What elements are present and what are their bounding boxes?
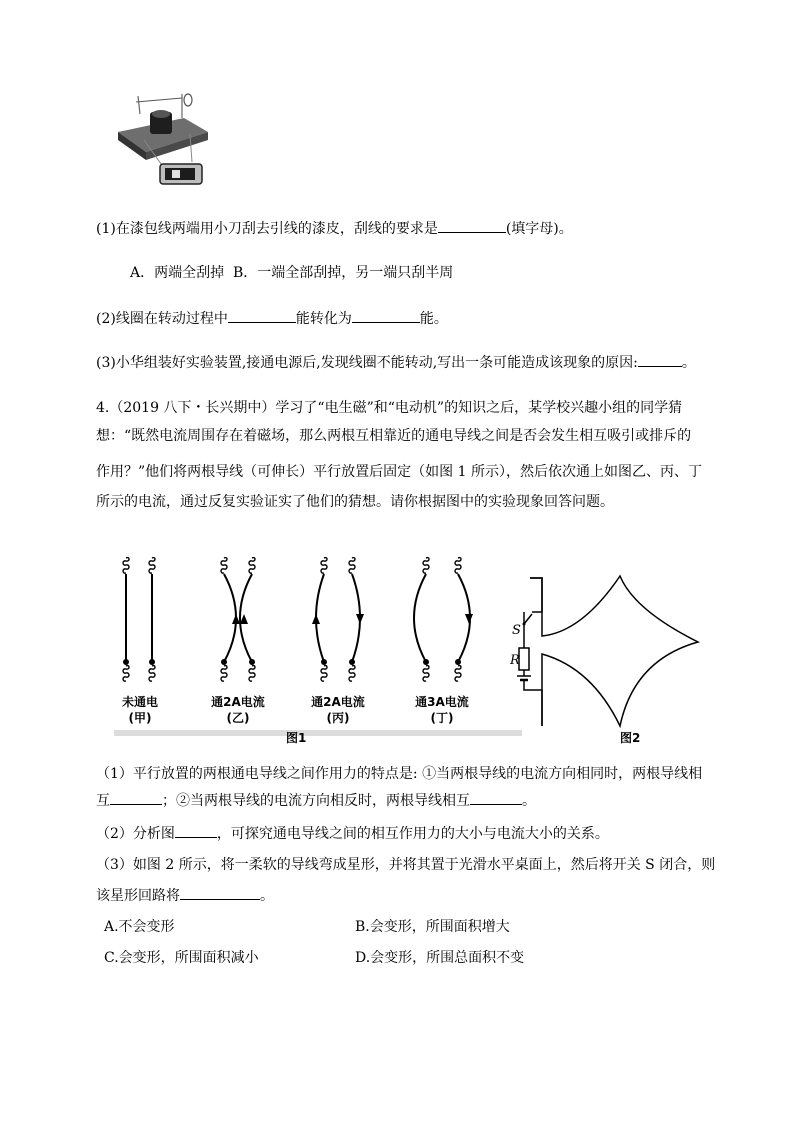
q4-sub3-text-b: 。 xyxy=(260,888,274,904)
q4-stem-line2: 想：“既然电流周围存在着磁场，那么两根互相靠近的通电导线之间是否会发生相互吸引或排斥的 xyxy=(96,428,692,444)
q4-option-d: D.会变形，所围总面积不变 xyxy=(355,950,525,966)
label-yi: 通2A电流 xyxy=(211,695,265,709)
answer-blank[interactable] xyxy=(180,885,260,900)
sublabel-bing: (丙) xyxy=(326,711,350,725)
q3-sub1-option-a: A．两端全刮掉 xyxy=(130,265,225,281)
q4-stem-line1: 4.（2019 八下・长兴期中）学习了“电生磁”和“电动机”的知识之后，某学校兴趣小组的同学猜 xyxy=(96,400,683,416)
label-bing: 通2A电流 xyxy=(311,695,365,709)
q3-sub2-tail: 能。 xyxy=(419,311,448,327)
q4-sub1-line2 xyxy=(96,790,536,811)
answer-blank[interactable] xyxy=(438,218,506,233)
q4-sub2-text-a: （2）分析图 xyxy=(96,826,175,842)
q3-sub3-tail: 。 xyxy=(681,355,696,371)
motor-apparatus-figure xyxy=(112,92,216,194)
wire-pair-bing xyxy=(312,558,364,682)
q4-sub3-line2 xyxy=(96,885,274,906)
wire-pair-yi xyxy=(221,558,255,682)
label-jia: 未通电 xyxy=(121,695,159,709)
sublabel-jia: (甲) xyxy=(128,711,152,725)
q3-sub2 xyxy=(96,308,448,329)
q4-sub1-text-b: ；②当两根导线的电流方向相反时，两根导线相互 xyxy=(162,793,470,809)
resistor-label: R xyxy=(510,653,520,668)
wire-pair-jia xyxy=(123,558,155,682)
q3-sub3-text: (3)小华组装好实验装置,接通电源后,发现线圈不能转动,写出一条可能造成该现象的原因: xyxy=(96,355,638,371)
switch-label: S xyxy=(512,623,521,638)
q4-sub3-text-a: 该星形回路将 xyxy=(96,888,180,904)
answer-blank[interactable] xyxy=(228,308,296,323)
q3-sub1-tail: (填字母)。 xyxy=(505,221,573,237)
label-ding: 通3A电流 xyxy=(415,695,469,709)
q3-sub1 xyxy=(96,218,573,239)
q3-sub2-mid: 能转化为 xyxy=(295,311,352,327)
caption-figure2: 图2 xyxy=(620,731,641,745)
star-circuit xyxy=(509,576,698,726)
q3-sub3 xyxy=(96,352,696,373)
q4-option-c: C.会变形，所围面积减小 xyxy=(104,950,259,966)
q4-sub2 xyxy=(96,823,609,844)
q4-option-b: B.会变形，所围面积增大 xyxy=(355,919,510,935)
caption-figure1: 图1 xyxy=(286,731,307,745)
q4-stem-line3: 作用？”他们将两根导线（可伸长）平行放置后固定（如图 1 所示），然后依次通上如图乙、丙、丁 xyxy=(96,464,702,480)
answer-blank[interactable] xyxy=(110,790,162,805)
q3-sub1-option-b: B．一端全部刮掉，另一端只刮半周 xyxy=(233,265,454,281)
wire-experiment-figure xyxy=(112,550,702,748)
q3-sub2-head: (2)线圈在转动过程中 xyxy=(96,311,228,327)
wire-pair-ding xyxy=(414,558,473,682)
q4-sub3-line1: （3）如图 2 所示，将一柔软的导线弯成星形，并将其置于光滑水平桌面上，然后将开关 S 闭合，则 xyxy=(96,857,716,873)
sublabel-ding: (丁) xyxy=(430,711,454,725)
answer-blank[interactable] xyxy=(352,308,420,323)
q4-sub1-line1: （1）平行放置的两根通电导线之间作用力的特点是: ①当两根导线的电流方向相同时，两根导线相 xyxy=(96,766,703,782)
q4-stem-line4: 所示的电流，通过反复实验证实了他们的猜想。请你根据图中的实验现象回答问题。 xyxy=(96,494,614,510)
q4-sub1-text-a: 互 xyxy=(96,793,110,809)
answer-blank[interactable] xyxy=(175,823,217,838)
q4-sub1-text-c: 。 xyxy=(522,793,536,809)
answer-blank[interactable] xyxy=(638,352,682,367)
q3-sub1-text: (1)在漆包线两端用小刀刮去引线的漆皮，刮线的要求是 xyxy=(96,221,438,237)
sublabel-yi: (乙) xyxy=(226,711,250,725)
q4-sub2-text-b: ，可探究通电导线之间的相互作用力的大小与电流大小的关系。 xyxy=(216,826,609,842)
answer-blank[interactable] xyxy=(470,790,522,805)
q4-option-a: A.不会变形 xyxy=(104,919,175,935)
